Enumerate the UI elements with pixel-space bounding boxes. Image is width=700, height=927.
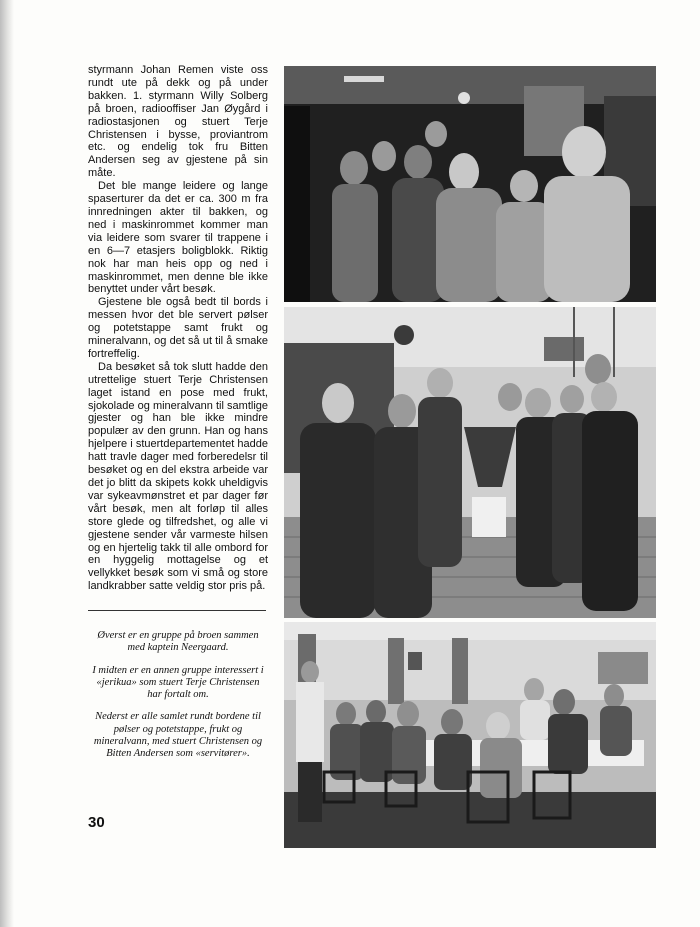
group-in-galley-photo (284, 307, 656, 618)
caption-divider (88, 610, 266, 611)
caption-bottom-photo: Nederst er alle samlet rundt bordene til pølser og potetstappe, frukt og mineralvann, med stuert Christensen og Bitten Andersen som «servitører». (93, 711, 263, 760)
mess-dining-photo (284, 622, 656, 848)
caption-top-photo: Øverst er en gruppe på broen sammen med kaptein Neergaard. (97, 630, 259, 654)
article-paragraph: Da besøket så tok slutt hadde den utrettelige stuert Terje Christensen laget istand en pose med frukt, sjokolade og mineralvann til samtlige gjester og han ble ikke mindre populær av den grunn. Han og hans hjelpere i stuertdepartementet hadde hatt travle dager med forberedelsr til besøket og en del ekstra arbeide var det jo blitt da skipets kokk uheldigvis var sykeavmønstret et par dager før vårt besøk, men alt forløp til alles store glede og tilfredshet, og alle vi gjestene sender vår varmeste hilsen og en hjertelig takk til alle ombord for en hyggelig mottagelse og et vellykket besøk som vi små og store landkrabber satte veldig stor pris på. (88, 360, 268, 593)
caption-middle-photo: I midten er en annen gruppe interessert i «jerikua» som stuert Terje Christensen har fortalt om. (92, 664, 264, 701)
group-on-bridge-photo (284, 66, 656, 302)
bridge-photo-illustration (284, 66, 656, 302)
article-paragraph: styrmann Johan Remen viste oss rundt ute på dekk og på under bakken. 1. styrmann Willy Solberg på broen, radiooffiser Jan Øygård i radiostasjonen og stuert Terje Christensen i bysse, proviantrom etc. og endelig tok fru Bitten Andersen seg av gjestene på sin måte. (88, 64, 268, 180)
galley-photo-illustration (284, 307, 656, 618)
photo-captions (88, 630, 268, 771)
article-paragraph: Gjestene ble også bedt til bords i messen hvor det ble servert pølser og potetstappe samt frukt og mineralvann, og det så ut til å smake fortreffelig. (88, 296, 268, 360)
page-number: 30 (88, 814, 105, 831)
mess-photo-illustration (284, 622, 656, 848)
article-body (88, 64, 268, 593)
article-paragraph: Det ble mange leidere og lange spaserturer da det er ca. 300 m fra innredningen akter til bakken, og ned i maskinrommet kommer man via leidere som svarer til trappene i en 6—7 etasjers boligblokk. Riktig nok har man heis opp og ned i maskinrommet, men denne ble ikke benyttet under vårt besøk. (88, 180, 268, 296)
page-binding-edge (0, 0, 14, 927)
